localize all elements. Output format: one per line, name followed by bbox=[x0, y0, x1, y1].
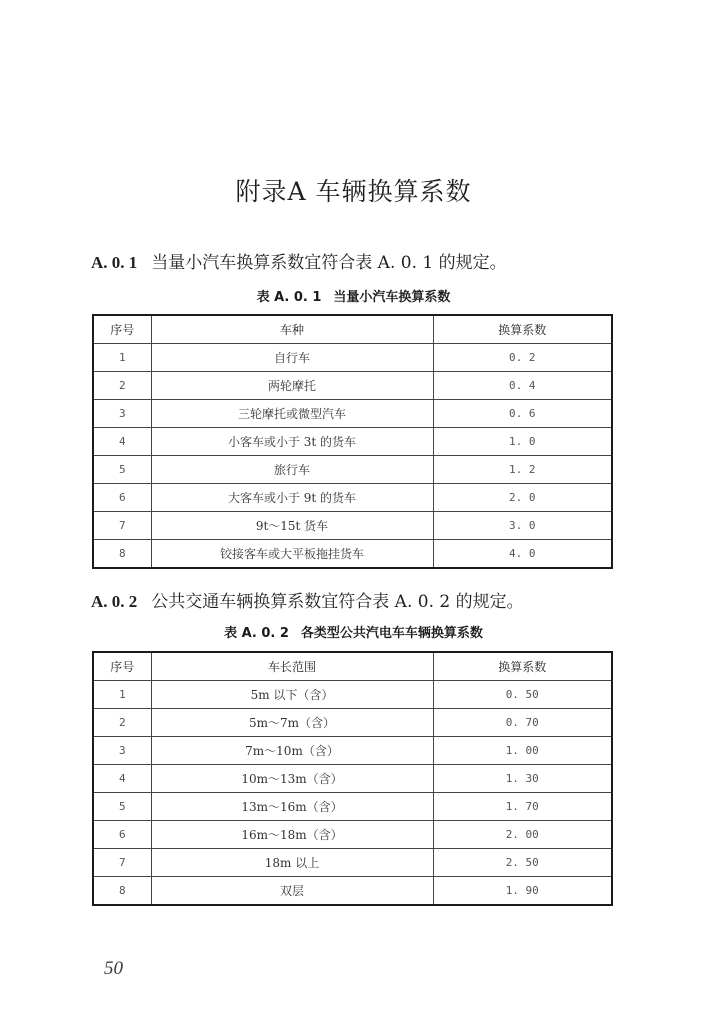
table-row bbox=[93, 456, 612, 484]
table-row bbox=[93, 512, 612, 540]
cell-coefficient: 1. 0 bbox=[433, 428, 612, 456]
cell-description: 16m～18m（含） bbox=[151, 821, 433, 849]
table-row bbox=[93, 540, 612, 569]
cell-index: 6 bbox=[93, 821, 151, 849]
cell-coefficient: 0. 6 bbox=[433, 400, 612, 428]
cell-coefficient: 1. 70 bbox=[433, 793, 612, 821]
table-row bbox=[93, 821, 612, 849]
table-row bbox=[93, 681, 612, 709]
cell-description: 三轮摩托或微型汽车 bbox=[151, 400, 433, 428]
cell-index: 7 bbox=[93, 849, 151, 877]
cell-coefficient: 0. 50 bbox=[433, 681, 612, 709]
cell-coefficient: 1. 2 bbox=[433, 456, 612, 484]
table-body bbox=[93, 681, 612, 906]
table-caption-number: 表 A. 0. 1 bbox=[256, 290, 322, 305]
header-vehicle-type: 车种 bbox=[151, 315, 433, 344]
cell-coefficient: 0. 2 bbox=[433, 344, 612, 372]
table-row bbox=[93, 877, 612, 906]
cell-coefficient: 2. 00 bbox=[433, 821, 612, 849]
conversion-table-a02 bbox=[92, 651, 613, 906]
cell-index: 5 bbox=[93, 793, 151, 821]
cell-index: 7 bbox=[93, 512, 151, 540]
table-caption-title: 当量小汽车换算系数 bbox=[333, 290, 451, 305]
cell-index: 4 bbox=[93, 765, 151, 793]
cell-index: 6 bbox=[93, 484, 151, 512]
header-index: 序号 bbox=[93, 652, 151, 681]
cell-description: 5m 以下（含） bbox=[151, 681, 433, 709]
table-row bbox=[93, 400, 612, 428]
page-number: 50 bbox=[104, 958, 123, 979]
conversion-table-a01 bbox=[92, 314, 613, 569]
cell-description: 9t～15t 货车 bbox=[151, 512, 433, 540]
cell-index: 3 bbox=[93, 737, 151, 765]
table-row bbox=[93, 793, 612, 821]
header-index: 序号 bbox=[93, 315, 151, 344]
table-row bbox=[93, 765, 612, 793]
cell-description: 铰接客车或大平板拖挂货车 bbox=[151, 540, 433, 569]
cell-description: 7m～10m（含） bbox=[151, 737, 433, 765]
cell-description: 13m～16m（含） bbox=[151, 793, 433, 821]
cell-index: 5 bbox=[93, 456, 151, 484]
cell-coefficient: 1. 00 bbox=[433, 737, 612, 765]
cell-description: 旅行车 bbox=[151, 456, 433, 484]
table-row bbox=[93, 428, 612, 456]
table-row bbox=[93, 344, 612, 372]
table-body bbox=[93, 344, 612, 569]
clause-number: A. 0. 2 bbox=[91, 592, 138, 611]
cell-coefficient: 2. 0 bbox=[433, 484, 612, 512]
cell-index: 1 bbox=[93, 681, 151, 709]
cell-description: 18m 以上 bbox=[151, 849, 433, 877]
clause-text: 公共交通车辆换算系数宜符合表 A. 0. 2 的规定。 bbox=[151, 592, 524, 612]
cell-description: 小客车或小于 3t 的货车 bbox=[151, 428, 433, 456]
table-header bbox=[93, 652, 612, 681]
table-header-row bbox=[93, 315, 612, 344]
appendix-title: 附录A 车辆换算系数 bbox=[235, 177, 472, 206]
cell-description: 自行车 bbox=[151, 344, 433, 372]
header-coefficient: 换算系数 bbox=[433, 652, 612, 681]
clause-a02 bbox=[91, 589, 524, 615]
table-row bbox=[93, 372, 612, 400]
cell-index: 2 bbox=[93, 372, 151, 400]
cell-coefficient: 4. 0 bbox=[433, 540, 612, 569]
table-header bbox=[93, 315, 612, 344]
cell-index: 3 bbox=[93, 400, 151, 428]
cell-description: 5m～7m（含） bbox=[151, 709, 433, 737]
clause-number: A. 0. 1 bbox=[91, 253, 138, 272]
clause-text: 当量小汽车换算系数宜符合表 A. 0. 1 的规定。 bbox=[151, 253, 507, 273]
table-row bbox=[93, 709, 612, 737]
clause-a01 bbox=[91, 250, 507, 276]
table-caption-a02 bbox=[0, 624, 707, 644]
cell-description: 10m～13m（含） bbox=[151, 765, 433, 793]
table-row bbox=[93, 737, 612, 765]
table-row bbox=[93, 484, 612, 512]
cell-coefficient: 3. 0 bbox=[433, 512, 612, 540]
header-coefficient: 换算系数 bbox=[433, 315, 612, 344]
cell-description: 双层 bbox=[151, 877, 433, 906]
table-caption-number: 表 A. 0. 2 bbox=[224, 626, 289, 641]
cell-index: 2 bbox=[93, 709, 151, 737]
cell-coefficient: 1. 90 bbox=[433, 877, 612, 906]
table-caption-a01 bbox=[0, 288, 707, 308]
cell-index: 4 bbox=[93, 428, 151, 456]
cell-index: 8 bbox=[93, 877, 151, 906]
cell-coefficient: 0. 70 bbox=[433, 709, 612, 737]
table-caption-title: 各类型公共汽电车车辆换算系数 bbox=[300, 626, 483, 641]
table-row bbox=[93, 849, 612, 877]
cell-coefficient: 1. 30 bbox=[433, 765, 612, 793]
table-header-row bbox=[93, 652, 612, 681]
cell-description: 两轮摩托 bbox=[151, 372, 433, 400]
cell-coefficient: 2. 50 bbox=[433, 849, 612, 877]
cell-index: 8 bbox=[93, 540, 151, 569]
cell-coefficient: 0. 4 bbox=[433, 372, 612, 400]
cell-description: 大客车或小于 9t 的货车 bbox=[151, 484, 433, 512]
cell-index: 1 bbox=[93, 344, 151, 372]
header-length-range: 车长范围 bbox=[151, 652, 433, 681]
